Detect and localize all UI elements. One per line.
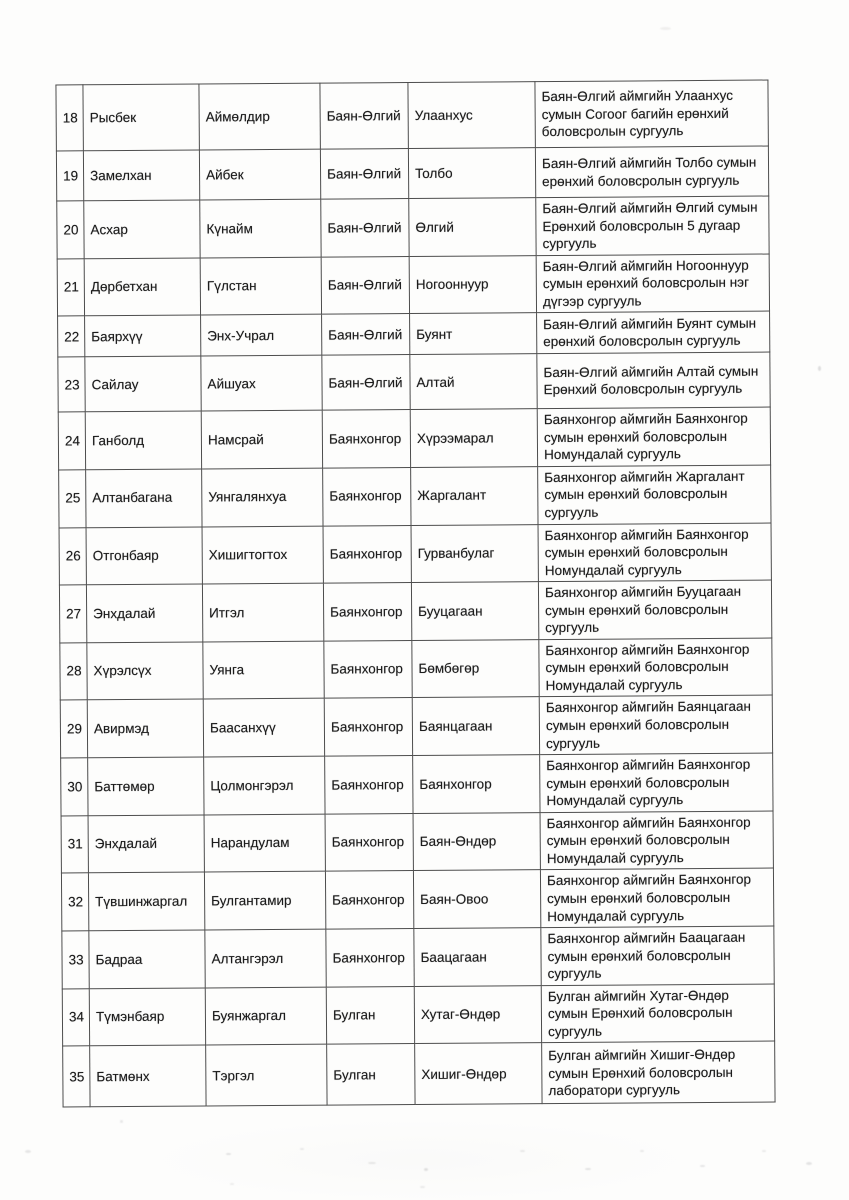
cell-name: Авирмэд <box>87 699 203 757</box>
cell-name: Энхдалай <box>88 815 204 873</box>
cell-soum: Өлгий <box>409 198 536 257</box>
cell-num: 35 <box>63 1046 90 1107</box>
cell-num: 18 <box>56 85 83 151</box>
cell-soum: Ногооннуур <box>409 255 536 314</box>
cell-soum: Гурванбулаг <box>411 524 538 583</box>
cell-soum: Хишиг-Өндөр <box>415 1043 542 1105</box>
scan-artifact <box>226 1153 231 1155</box>
table-row <box>58 407 770 470</box>
cell-num: 21 <box>57 258 84 316</box>
cell-aimag: Булган <box>326 986 414 1044</box>
cell-name: Баярхүү <box>85 315 201 357</box>
cell-patronymic: Баасанхүү <box>203 699 324 757</box>
cell-patronymic: Айбек <box>199 149 320 200</box>
cell-aimag: Баянхонгор <box>325 756 413 814</box>
scan-artifact <box>25 1150 31 1153</box>
cell-soum: Жаргалант <box>411 467 538 526</box>
cell-soum: Бөмбөгөр <box>412 639 539 698</box>
cell-soum: Хүрээмарал <box>410 409 537 468</box>
cell-name: Батмөнх <box>90 1045 206 1107</box>
cell-aimag: Баянхонгор <box>322 410 410 468</box>
cell-name: Сайлау <box>85 356 201 412</box>
cell-school: Баянхонгор аймгийн Бууцагаан сумын ерөнхий боловсролын сургууль <box>538 580 771 639</box>
cell-school: Баян-Өлгий аймгийн Улаанхус сумын Согоог багийн ерөнхий боловсролын сургууль <box>535 80 768 148</box>
cell-soum: Буянт <box>410 313 537 355</box>
cell-school: Баянхонгор аймгийн Баянхонгор сумын ерөнхий боловсролын Номундалай сургууль <box>539 638 772 697</box>
cell-name: Асхар <box>84 200 200 258</box>
scan-artifact <box>818 366 821 371</box>
scan-artifact <box>230 1183 234 1185</box>
cell-patronymic: Итгэл <box>202 583 323 641</box>
cell-soum: Баян-Өндөр <box>413 812 540 871</box>
cell-school: Баян-Өлгий аймгийн Ногооннуур сумын ерөнхий боловсролын нэг дүгээр сургууль <box>536 254 769 313</box>
cell-soum: Баянцагаан <box>412 697 539 756</box>
cell-name: Ганболд <box>85 411 201 469</box>
cell-name: Түвшинжаргал <box>88 872 204 930</box>
cell-school: Баянхонгор аймгийн Баянцагаан сумын ерөнхий боловсролын сургууль <box>539 695 772 754</box>
cell-num: 32 <box>61 873 88 931</box>
cell-aimag: Баян-Өлгий <box>321 256 409 314</box>
cell-aimag: Баян-Өлгий <box>322 314 410 356</box>
cell-num: 19 <box>56 151 83 201</box>
cell-patronymic: Буянжаргал <box>205 987 326 1045</box>
cell-num: 20 <box>57 201 84 259</box>
cell-soum: Баян-Овоо <box>413 870 540 929</box>
records-table-body <box>56 80 775 1107</box>
table-row <box>58 311 770 357</box>
cell-patronymic: Уянга <box>203 641 324 699</box>
cell-num: 28 <box>60 643 87 701</box>
cell-aimag: Баянхонгор <box>324 698 412 756</box>
cell-aimag: Баянхонгор <box>323 467 411 525</box>
cell-name: Рысбек <box>83 84 199 151</box>
cell-name: Хүрэлсүх <box>87 642 203 700</box>
cell-num: 25 <box>59 470 86 528</box>
table-row <box>59 523 771 586</box>
cell-school: Булган аймгийн Хишиг-Өндөр сумын Ерөнхий боловсролын лаборатори сургууль <box>542 1041 775 1104</box>
cell-num: 34 <box>62 988 89 1046</box>
scan-artifact <box>420 1186 425 1188</box>
table-row <box>56 146 768 201</box>
cell-patronymic: Хишигтогтох <box>202 526 323 584</box>
cell-soum: Толбо <box>408 148 535 199</box>
table-row <box>61 753 773 816</box>
cell-name: Дөрбетхан <box>84 258 200 316</box>
scan-artifact <box>424 1168 428 1171</box>
cell-aimag: Баян-Өлгий <box>320 83 408 150</box>
cell-school: Баянхонгор аймгийн Баацагаан сумын ерөнхий боловсролын сургууль <box>541 926 774 985</box>
cell-name: Баттөмөр <box>88 757 204 815</box>
scan-artifact <box>120 1120 123 1123</box>
cell-num: 29 <box>60 700 87 758</box>
records-table <box>55 80 775 1108</box>
cell-num: 22 <box>58 316 85 357</box>
cell-aimag: Баянхонгор <box>325 871 413 929</box>
scan-artifact <box>640 1150 644 1152</box>
cell-soum: Баацагаан <box>414 928 541 987</box>
cell-num: 31 <box>61 816 88 874</box>
cell-school: Баянхонгор аймгийн Баянхонгор сумын ерөнхий боловсролын Номундалай сургууль <box>538 523 771 582</box>
cell-num: 30 <box>61 758 88 816</box>
cell-school: Баян-Өлгий аймгийн Буянт сумын ерөнхий боловсролын сургууль <box>537 311 770 354</box>
cell-name: Алтанбагана <box>86 469 202 527</box>
cell-school: Баян-Өлгий аймгийн Толбо сумын ерөнхий боловсролын сургууль <box>535 146 768 198</box>
cell-patronymic: Гүлстан <box>200 257 321 315</box>
cell-num: 26 <box>59 527 86 585</box>
scan-artifact <box>585 1168 591 1170</box>
table-row <box>56 80 768 151</box>
cell-school: Баян-Өлгий аймгийн Алтай сумын Ерөнхий боловсролын сургууль <box>537 352 770 409</box>
cell-aimag: Баянхонгор <box>324 640 412 698</box>
cell-aimag: Баянхонгор <box>326 929 414 987</box>
records-table-wrapper <box>55 80 774 1108</box>
cell-aimag: Баянхонгор <box>323 583 411 641</box>
cell-name: Отгонбаяр <box>86 527 202 585</box>
table-row <box>61 811 773 874</box>
scan-artifact <box>368 1162 376 1164</box>
table-row <box>62 984 774 1047</box>
cell-school: Баянхонгор аймгийн Жаргалант сумын ерөнхий боловсролын сургууль <box>538 465 771 524</box>
scan-artifact <box>300 1148 304 1150</box>
cell-name: Замелхан <box>83 150 199 201</box>
table-row <box>60 638 772 701</box>
cell-patronymic: Энх-Учрал <box>201 314 322 356</box>
table-row <box>59 580 771 643</box>
cell-patronymic: Аймөлдир <box>199 83 320 150</box>
cell-num: 24 <box>58 412 85 470</box>
cell-soum: Хутаг-Өндөр <box>414 985 541 1044</box>
scan-artifact <box>700 1165 705 1167</box>
table-row <box>59 465 771 528</box>
cell-patronymic: Тэргэл <box>206 1044 327 1106</box>
cell-school: Баянхонгор аймгийн Баянхонгор сумын ерөнхий боловсролын Номундалай сургууль <box>537 407 770 466</box>
scan-artifact <box>806 1162 812 1165</box>
cell-patronymic: Алтангэрэл <box>205 929 326 987</box>
cell-patronymic: Намсрай <box>201 410 322 468</box>
cell-patronymic: Цолмонгэрэл <box>204 756 325 814</box>
scan-artifact <box>660 27 671 30</box>
scan-artifact <box>520 1150 525 1152</box>
cell-aimag: Баян-Өлгий <box>321 199 409 257</box>
cell-num: 23 <box>58 357 85 412</box>
table-row <box>61 868 773 931</box>
cell-name: Бадраа <box>89 930 205 988</box>
cell-aimag: Баян-Өлгий <box>322 355 410 411</box>
cell-aimag: Булган <box>327 1044 415 1106</box>
table-row <box>63 1041 775 1107</box>
cell-school: Баянхонгор аймгийн Баянхонгор сумын ерөнхий боловсролын Номундалай сургууль <box>540 811 773 870</box>
cell-patronymic: Күнайм <box>200 199 321 257</box>
table-row <box>58 352 770 412</box>
cell-school: Баянхонгор аймгийн Баянхонгор сумын ерөнхий боловсролын Номундалай сургууль <box>540 868 773 927</box>
table-row <box>62 926 774 989</box>
cell-aimag: Баян-Өлгий <box>320 149 408 200</box>
cell-patronymic: Уянгалянхуа <box>202 468 323 526</box>
cell-aimag: Баянхонгор <box>325 813 413 871</box>
cell-patronymic: Булгантамир <box>204 872 325 930</box>
cell-aimag: Баянхонгор <box>323 525 411 583</box>
cell-name: Энхдалай <box>86 584 202 642</box>
cell-school: Баянхонгор аймгийн Баянхонгор сумын ерөнхий боловсролын Номундалай сургууль <box>540 753 773 812</box>
cell-num: 27 <box>59 585 86 643</box>
table-row <box>60 695 772 758</box>
scan-artifact <box>762 1150 766 1152</box>
cell-patronymic: Айшуах <box>201 355 322 411</box>
cell-num: 33 <box>62 931 89 989</box>
cell-soum: Улаанхус <box>408 82 535 149</box>
cell-patronymic: Нарандулам <box>204 814 325 872</box>
cell-soum: Баянхонгор <box>413 755 540 814</box>
cell-name: Түмэнбаяр <box>89 988 205 1046</box>
table-row <box>57 254 769 317</box>
cell-soum: Бууцагаан <box>411 582 538 641</box>
cell-soum: Алтай <box>410 354 537 410</box>
cell-school: Баян-Өлгий аймгийн Өлгий сумын Ерөнхий боловсролын 5 дугаар сургууль <box>536 196 769 255</box>
table-row <box>57 196 769 259</box>
cell-school: Булган аймгийн Хутаг-Өндөр сумын Ерөнхий боловсролын сургууль <box>541 984 774 1043</box>
